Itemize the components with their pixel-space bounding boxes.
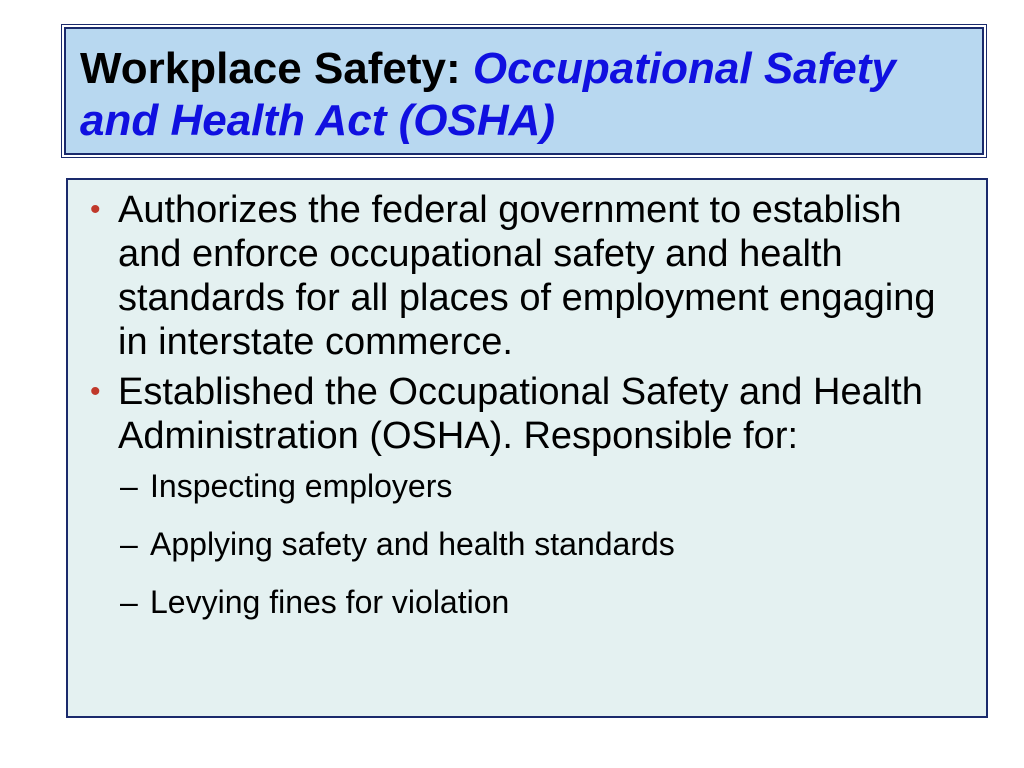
sub-bullet-text: Levying fines for violation (150, 584, 510, 620)
content-box (66, 178, 988, 718)
bullet-text: Established the Occupational Safety and Health Administration (OSHA). Responsible for: (118, 371, 923, 457)
sub-bullet-item (116, 524, 972, 564)
sub-bullet-text: Applying safety and health standards (150, 526, 675, 562)
bullet-item (80, 370, 972, 622)
slide-title (80, 43, 968, 147)
sub-bullet-list (116, 466, 972, 622)
bullet-marker: • (90, 193, 101, 226)
bullet-marker: • (90, 375, 101, 408)
bullet-text: Authorizes the federal government to establish and enforce occupational safety and health standards for all places of employment engaging in interstate commerce. (118, 189, 936, 363)
title-accent: Occupational Safety and Health Act (OSHA) (80, 44, 896, 145)
title-prefix: Workplace Safety: (80, 44, 473, 93)
bullet-item (80, 188, 972, 364)
sub-bullet-item (116, 582, 972, 622)
sub-bullet-marker: – (120, 584, 138, 620)
title-box (64, 27, 984, 155)
bullet-list (80, 188, 972, 622)
sub-bullet-marker: – (120, 526, 138, 562)
sub-bullet-text: Inspecting employers (150, 468, 453, 504)
sub-bullet-marker: – (120, 468, 138, 504)
sub-bullet-item (116, 466, 972, 506)
